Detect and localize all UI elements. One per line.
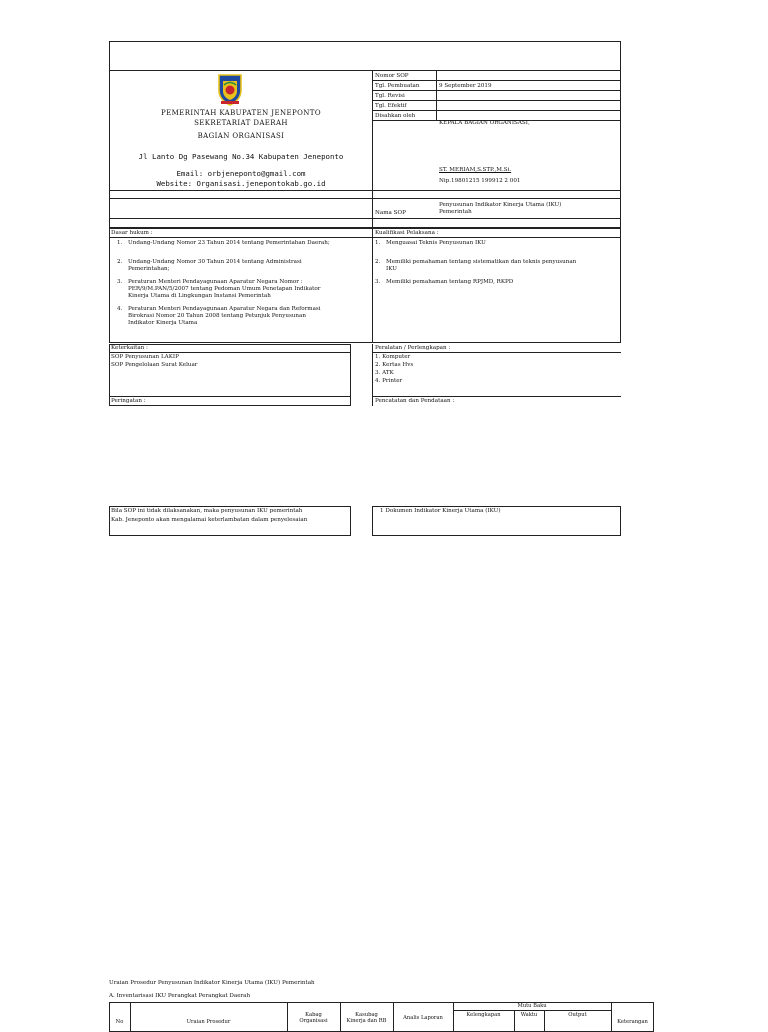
kualifikasi-item-num: 3. (375, 279, 381, 285)
keterkaitan-item: SOP Penyusunan LAKIP (111, 354, 179, 360)
org-line-2: SEKRETARIAT DAERAH (194, 119, 288, 127)
divider (372, 228, 373, 343)
nomor-sop-label: Nomor SOP (375, 73, 409, 79)
dasar-hukum-label: Dasar hukum : (111, 230, 153, 236)
kualifikasi-item-line: Memiliki pemahaman tentang RPJMD, RKPD (386, 279, 514, 285)
col-kasubag: Kasubag (355, 1012, 378, 1018)
divider (611, 1002, 612, 1032)
kualifikasi-item-line: Memiliki pemahaman tentang sistematikan dan teknis penyusunan (386, 259, 577, 265)
divider (436, 70, 437, 120)
divider (372, 70, 373, 228)
nama-sop-value-2: Pemerintah (439, 209, 472, 215)
tgl-pembuatan-value: 9 September 2019 (439, 83, 492, 89)
org-address: Jl Lanto Dg Pasewang No.34 Kabupaten Jeneponto (138, 152, 344, 161)
peralatan-item: 1. Komputer (375, 354, 411, 360)
peringatan-text-1: Bila SOP ini tidak dilaksanakan, maka penyusunan IKU pemerintah (111, 508, 303, 514)
divider (109, 190, 621, 191)
nama-sop-label: Nama SOP (375, 210, 406, 216)
kualifikasi-item-line: Menguasai Teknis Penyusunan IKU (386, 240, 486, 246)
divider (109, 198, 621, 199)
kabupaten-logo (215, 72, 245, 106)
signer-nip: Nip.19801215 199912 2 001 (439, 178, 521, 184)
divider (372, 396, 621, 397)
divider (130, 1002, 131, 1032)
org-line-3: BAGIAN ORGANISASI (197, 132, 285, 140)
tgl-revisi-label: Tgl. Revisi (375, 93, 405, 99)
disahkan-value: KEPALA BAGIAN ORGANISASI, (439, 120, 530, 126)
peringatan-text-2: Kab. Jeneponto akan mengalamai keterlambatan dalam penyelesaian (111, 517, 308, 523)
tgl-pembuatan-label: Tgl. Pembuatan (375, 83, 420, 89)
tgl-efektif-label: Tgl. Efektif (375, 103, 407, 109)
peralatan-item: 3. ATK (375, 370, 394, 376)
col-mutu-baku: Mutu Baku (517, 1003, 547, 1009)
col-kasubag-2: Kinerja dan RB (346, 1018, 387, 1024)
divider (372, 90, 621, 91)
peralatan-item: 2. Kertas Hvs (375, 362, 414, 368)
divider (372, 80, 621, 81)
kualifikasi-item-num: 1. (375, 240, 381, 246)
dasar-hukum-item-line: Undang-Undang Nomor 23 Tahun 2014 tentang Pemerintahan Daerah; (128, 240, 330, 246)
divider (372, 352, 621, 353)
divider (453, 1010, 611, 1011)
kualifikasi-label: Kualifikasi Pelaksana : (375, 230, 439, 236)
dasar-hukum-item-line: Indikator Kinerja Utama (128, 320, 198, 326)
divider (372, 110, 621, 111)
kualifikasi-item-num: 2. (375, 259, 381, 265)
col-kelengkapan: Kelengkapan (466, 1012, 501, 1018)
col-kabag: Kabag (305, 1012, 322, 1018)
disahkan-label: Disahkan oleh (375, 113, 416, 119)
dasar-hukum-item-num: 3. (117, 279, 123, 285)
org-website: Website: Organisasi.jenepontokab.go.id (156, 179, 326, 188)
peralatan-label: Peralatan / Perlengkapan : (375, 345, 451, 351)
dasar-hukum-item-line: Birokrasi Nomor 20 Tahun 2008 tentang Petunjuk Penyusunan (128, 313, 306, 319)
dasar-hukum-item-line: Kinerja Utama di Lingkungan Instansi Pemerintah (128, 293, 271, 299)
dasar-hukum-item-line: Undang-Undang Nomor 30 Tahun 2014 tentang Administrasi (128, 259, 302, 265)
pencatatan-label: Pencatatan dan Pendataan : (375, 398, 455, 404)
pencatatan-item: 1 Dokumen Indikator Kinerja Utama (IKU) (380, 508, 501, 514)
peralatan-item: 4. Printer (375, 378, 403, 384)
dasar-hukum-item-num: 1. (117, 240, 123, 246)
footer-section: A. Inventarisasi IKU Perangkat Perangkat Daerah (109, 993, 251, 999)
footer-title: Uraian Prosedur Penyusunan Indikator Kinerja Utama (IKU) Pemerintah (109, 980, 315, 986)
org-line-1: PEMERINTAH KABUPATEN JENEPONTO (161, 109, 321, 117)
signer-name: ST. MERIAM,S.STP.,M.Si. (439, 167, 512, 173)
keterkaitan-item: SOP Pengelolaan Surat Keluar (111, 362, 198, 368)
dasar-hukum-item-line: Peraturan Menteri Pendayagunaan Aparatur Negara dan Reformasi (128, 306, 321, 312)
org-email: Email: orbjeneponto@gmail.com (176, 169, 306, 178)
kualifikasi-item-line: IKU (386, 266, 397, 272)
divider (109, 396, 351, 397)
dasar-hukum-item-num: 2. (117, 259, 123, 265)
col-waktu: Waktu (520, 1012, 538, 1018)
dasar-hukum-item-line: PER/9/M.PAN/5/2007 tentang Pedoman Umum Penetapan Indikator (128, 286, 321, 292)
nama-sop-value-1: Penyusunan Indikator Kinerja Utama (IKU) (439, 202, 562, 208)
col-no: No (115, 1019, 124, 1025)
col-uraian: Uraian Prosedur (186, 1019, 231, 1025)
dasar-hukum-item-line: Peraturan Menteri Pendayagunaan Aparatur Negara Nomor : (128, 279, 303, 285)
col-analis: Analis Laporan (403, 1015, 443, 1021)
keterkaitan-label: Keterkaitan : (111, 345, 148, 351)
dasar-hukum-item-line: Pemerintahan; (128, 266, 170, 272)
divider (109, 218, 621, 219)
divider (372, 100, 621, 101)
col-kabag-2: Organisasi (299, 1018, 328, 1024)
divider (109, 352, 351, 353)
dasar-hukum-item-num: 4. (117, 306, 123, 312)
sop-top-frame (109, 41, 621, 71)
col-output: Output (568, 1012, 587, 1018)
peringatan-label: Peringatan : (111, 398, 146, 404)
divider (109, 237, 621, 238)
col-keterangan: Keterangan (617, 1019, 648, 1025)
